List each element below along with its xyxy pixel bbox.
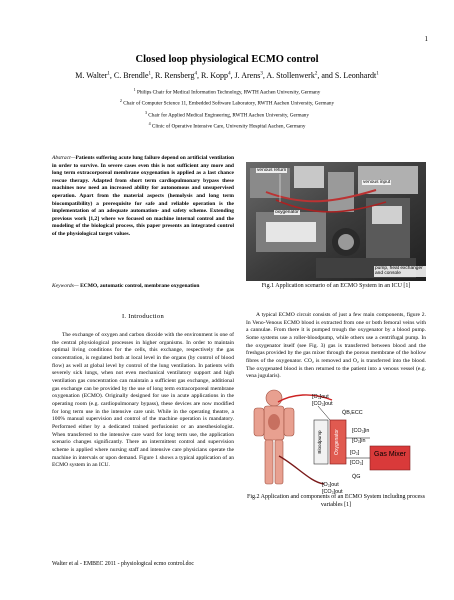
label-co2-out-bottom: [CO₂]out bbox=[322, 489, 343, 495]
keywords-lead: Keywords— bbox=[52, 283, 79, 289]
icu-photo-image bbox=[246, 162, 426, 281]
figure2-diagram bbox=[252, 386, 428, 496]
label-oxygenator-out: [O₂]out bbox=[322, 482, 339, 488]
affiliation-number: 2 bbox=[119, 98, 122, 104]
author-affiliation-marker: 1 bbox=[148, 71, 152, 77]
figure1-photo bbox=[246, 162, 426, 281]
affiliation-list bbox=[10, 86, 444, 131]
keywords bbox=[52, 283, 234, 291]
author-name: S. Leonhardt bbox=[334, 71, 377, 80]
label-venous-input: venous input bbox=[363, 180, 391, 185]
figure2-caption: Fig.2 Application and components of an ECMO System including process variables [1] bbox=[247, 494, 425, 508]
label-qg: Q̇G bbox=[352, 474, 361, 480]
oxygenator-label: Oxygenator bbox=[334, 429, 340, 455]
patient-figure-icon bbox=[254, 390, 294, 484]
author-name: R. Rensberg bbox=[155, 71, 195, 80]
affiliation-number: 4 bbox=[148, 120, 151, 126]
figure1-caption: Fig.1 Application scenario of an ECMO System in an ICU [1] bbox=[261, 283, 411, 289]
section-heading-introduction: I. Introduction bbox=[121, 313, 165, 320]
affiliation-line bbox=[10, 120, 444, 131]
label-qb: Q̇B,ECC bbox=[342, 410, 363, 416]
label-o2-out: [O₂]out bbox=[312, 394, 329, 400]
affiliation-line bbox=[10, 86, 444, 97]
label-oxygenator: oxygenator bbox=[275, 210, 299, 215]
gas-mixer-label: Gas Mixer bbox=[374, 451, 406, 458]
author-name: C. Brendle bbox=[113, 71, 149, 80]
abstract bbox=[52, 155, 234, 239]
author-name: M. Walter bbox=[75, 71, 108, 80]
affiliation-line bbox=[10, 109, 444, 120]
affiliation-number: 1 bbox=[133, 87, 136, 92]
abstract-lead: Abstract— bbox=[52, 155, 76, 161]
introduction-text: The exchange of oxygen and carbon dioxide with the environment is one of the central physiological processes in higher organisms. In order to maintain optimal living conditions for the cells, this exchange, respectively the gas concentration, is regulated both at local level in the organs (by control of blood flow) as well at global level by control of the lung ventilation. In patients with severely sick lungs, when not even mechanical ventilatory support and high ventilation gas concentration can maintain a sufficient gas exchange, additional gas exchange can be provided by the use of long term extracorporeal membrane oxygenation (ECMO). Originally designed for use in acute applications in the operating room (e.g. cardiopulmonary bypass), these devices are now modified for long term use in the intensive care unit. While in the operating theatre, a 100% manual supervision and control of the machine operation is mandatory. Performed either by a dedicated trained perfusionist or an anesthesiologist. When transferred to the intensive care ward for long term use, the application scenario changes significantly. There an intermittent control and supervision scheme is applied where nursing staff and intensive care physicians operate the machine in intervals or upon demand. Figure 1 shows a typical application of an ECMO system in an ICU. bbox=[52, 332, 234, 469]
column2-text: A typical ECMO circuit consists of just a few main components, figure 2. In Veno-Venous ECMO blood is extracted from one or both femoral veins with a cannulae. From there it is pumped trough the oxygenator by a blood pump. Some systems use a roller-bloodpump, while others use a centrifugal pump. In the oxygenator itself (see Fig. 3) gas is transferred between blood and the freshgas provided by the gas mixer through the porous membrane of the hollow fibres of the oxygenator. CO₂ is removed and O₂ is transferred into the blood. The oxygenated blood is then returned to the patient into a venous vessel (e.g. vena jugularis). bbox=[246, 312, 426, 380]
author-affiliation-marker: 1 bbox=[107, 71, 110, 77]
label-o2: [O₂] bbox=[350, 450, 360, 456]
page-number: 1 bbox=[424, 35, 428, 43]
author-affiliation-marker: 2 bbox=[314, 71, 318, 77]
bloodpump-label: Bloodpump bbox=[317, 430, 322, 454]
author-name: A. Stollenwerk bbox=[266, 71, 315, 80]
label-co2-in: [CO₂]in bbox=[352, 428, 370, 434]
author-affiliation-marker: 4 bbox=[194, 71, 197, 77]
label-o2-in: [O₂]in bbox=[352, 438, 366, 444]
author-name: J. Arens bbox=[234, 71, 261, 80]
affiliation-text: Chair for Applied Medical Engineering, RWTH Aachen University, Germany bbox=[146, 112, 309, 119]
label-pump: pump, heat exchanger and console bbox=[374, 266, 426, 277]
affiliation-text: Philips Chair for Medical Information Technology, RWTH Aachen University, Germany bbox=[135, 89, 321, 96]
paper-title: Closed loop physiological ECMO control bbox=[135, 54, 319, 65]
label-co2-out: [CO₂]out bbox=[312, 401, 333, 407]
label-venous-return: venous return bbox=[257, 168, 287, 173]
label-co2: [CO₂] bbox=[350, 460, 364, 466]
author-list: M. Walter$^1$, C. Brendle$^1$, R. Rensberg$^4$, R. Kopp$^4$, J. Arens$^3$, A. Stollenwerk$^2$, and S. Leonhardt$^1$ bbox=[75, 71, 379, 80]
keywords-text: ECMO, automatic control, membrane oxygenation bbox=[78, 283, 200, 289]
page-footer: Walter et al - EMBEC 2011 - physiological ecmo control.doc bbox=[52, 561, 194, 567]
affiliation-line bbox=[10, 97, 444, 108]
affiliation-number: 3 bbox=[144, 109, 147, 115]
author-affiliation-marker: 1 bbox=[376, 71, 379, 77]
abstract-text: Patients suffering acute lung failure depend on artificial ventilation in order to survive. In severe cases even this is not sufficient any more and long term extracorporeal membrane oxygenation is applied as a last chance rescue therapy. Adapted from short term cardiopulmonary bypass these machines now need an increased ability for autonomous and unsupervised operation. Apart from the material aspects (hemolysis and long term biocompatibility) a prerequisite for safe and reliable operation is the implementation of an adequate automation- and safety scheme. Extending previous work [1,2] where we focused on machine internal control and the modeling of the biological process, this paper presents an integrated control of the physiological target values. bbox=[52, 155, 234, 237]
author-name: R. Kopp bbox=[200, 71, 229, 80]
affiliation-text: Chair of Computer Science 11, Embedded Software Laboratory, RWTH Aachen University, Germany bbox=[121, 101, 335, 108]
author-affiliation-marker: 3 bbox=[260, 71, 263, 77]
author-affiliation-marker: 4 bbox=[228, 71, 231, 77]
ecmo-diagram bbox=[252, 386, 428, 496]
affiliation-text: Clinic of Operative Intensive Care, University Hospital Aachen, Germany bbox=[150, 123, 306, 130]
